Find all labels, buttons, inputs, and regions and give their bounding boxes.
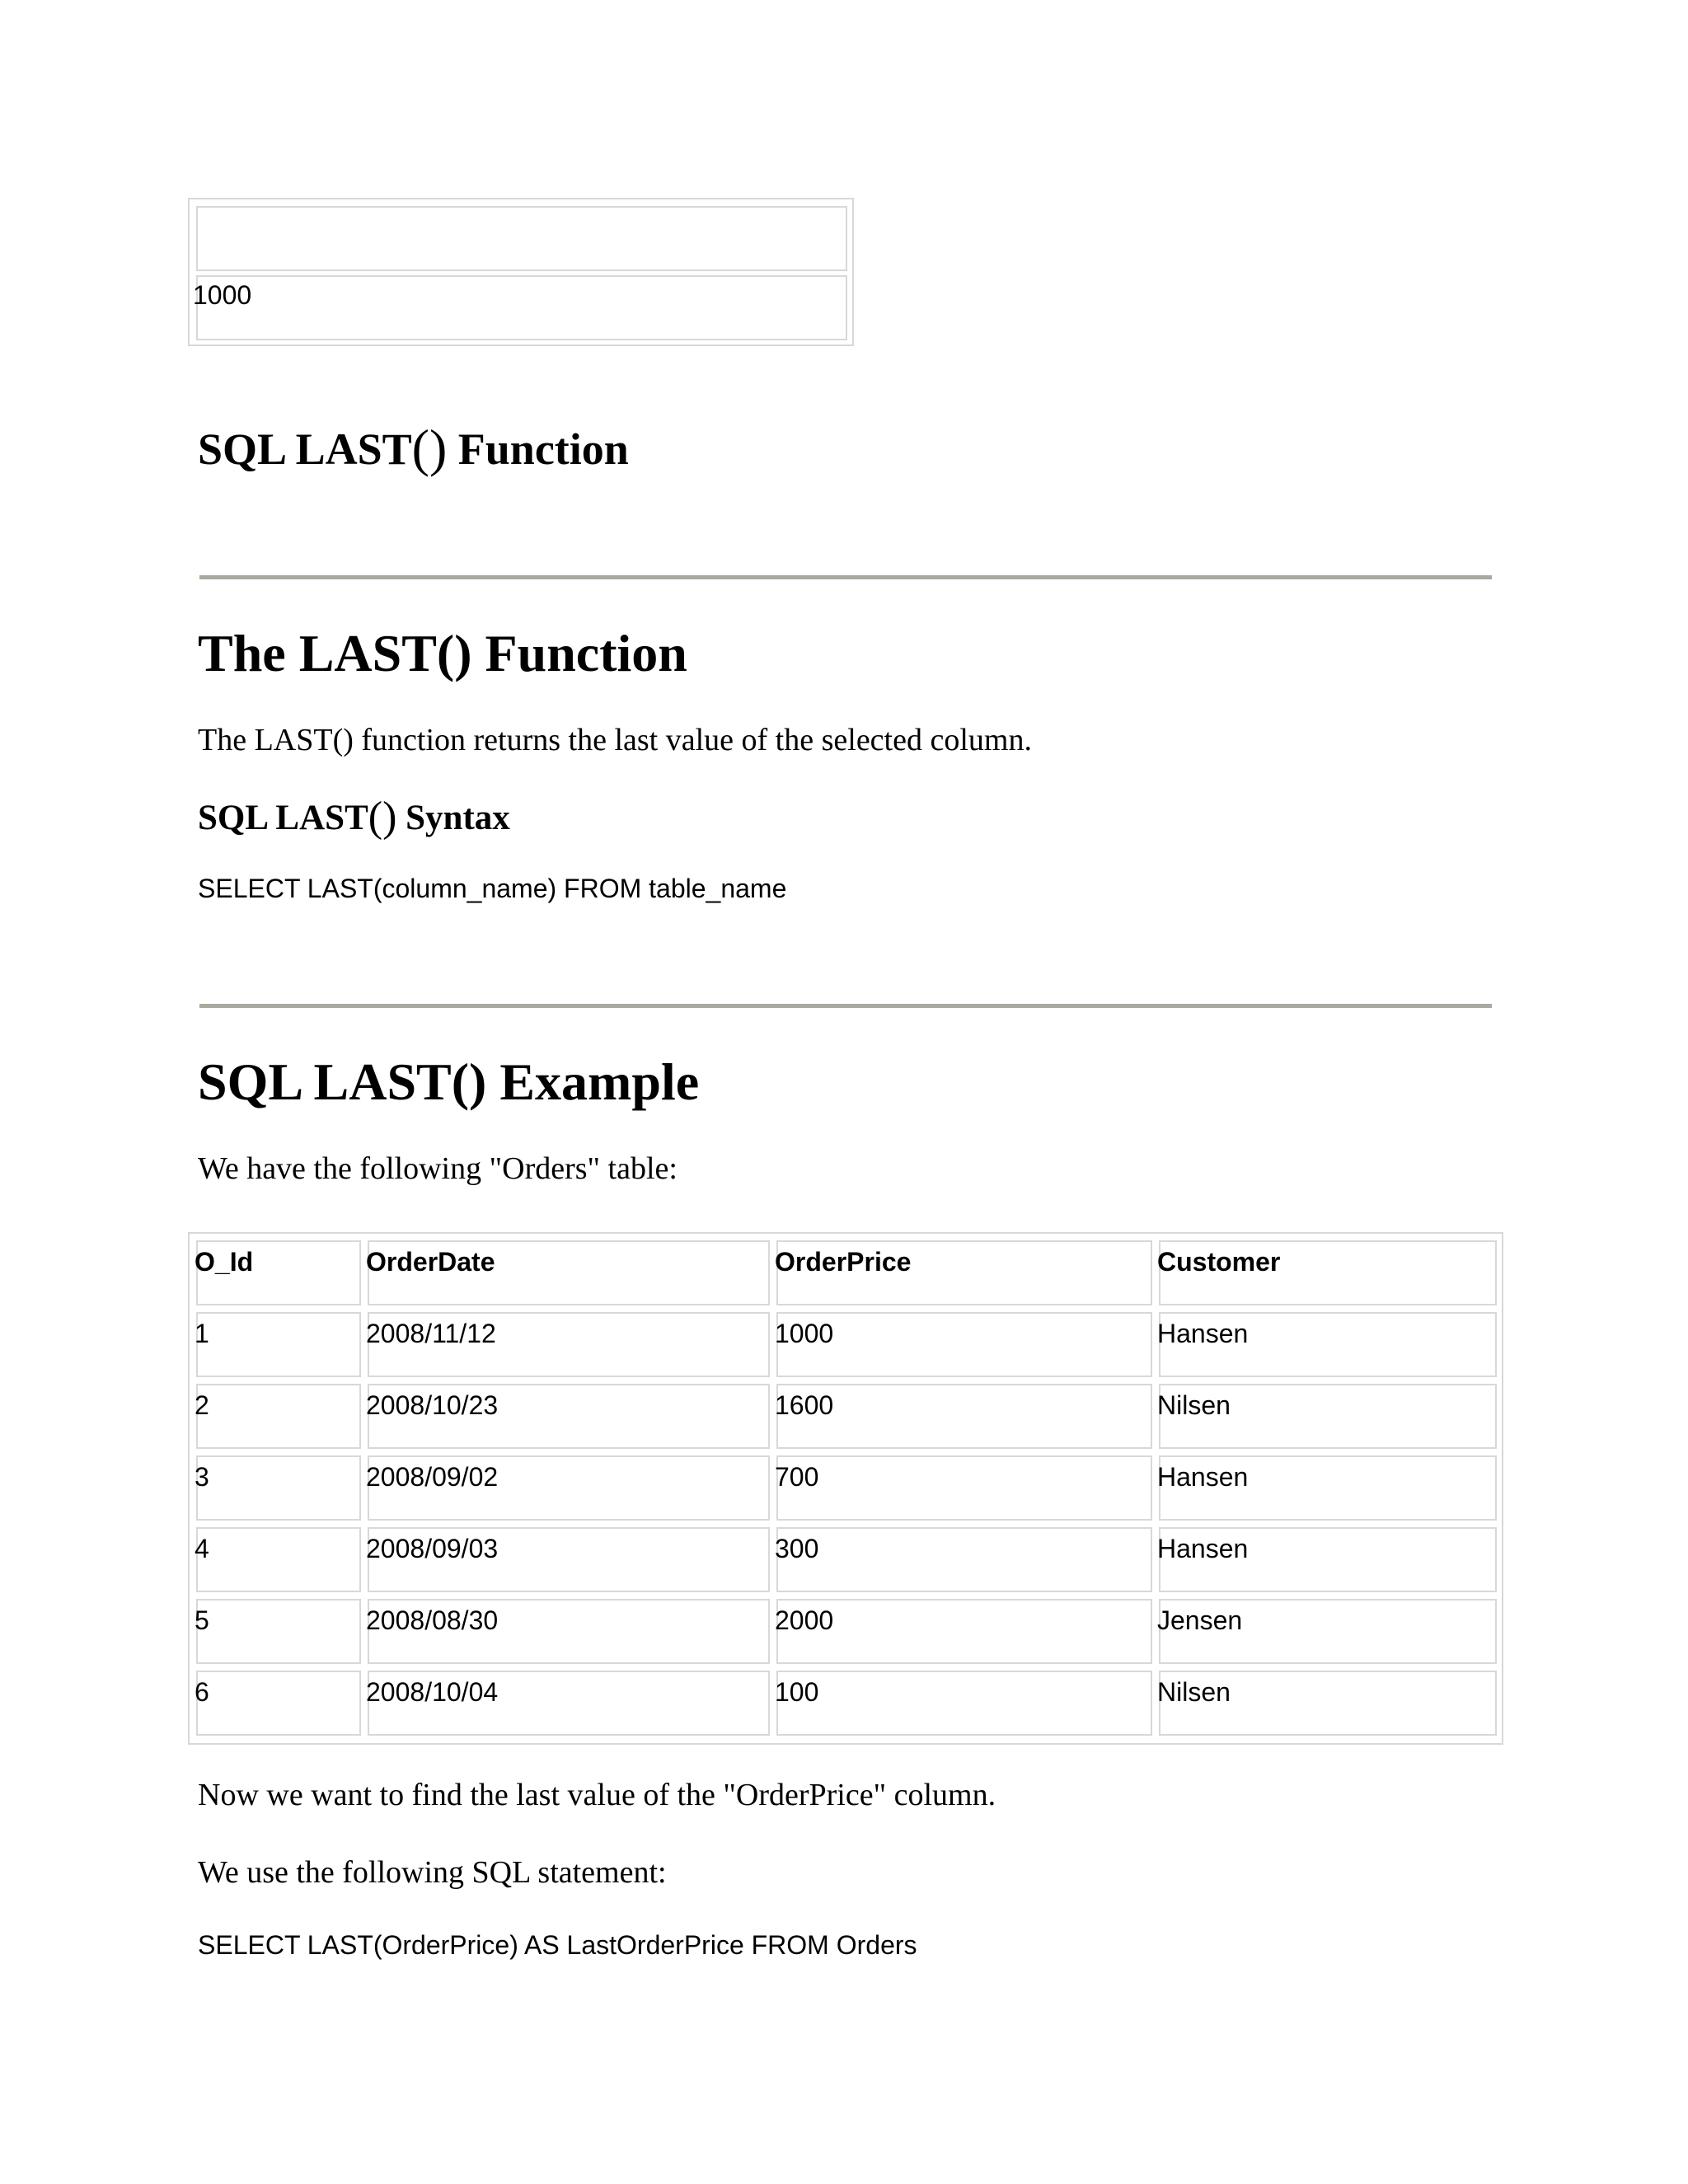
statement-intro: We use the following SQL statement: [198,1855,667,1890]
goal-text: Now we want to find the last value of the "OrderPrice" column. [198,1778,996,1812]
example-heading: SQL LAST() Example [198,1052,700,1111]
statement-code: SELECT LAST(OrderPrice) AS LastOrderPrice FROM Orders [198,1930,917,1960]
table-cell: 2008/08/30 [368,1599,770,1664]
table-cell: 2 [196,1384,361,1449]
result-cell-header [196,206,847,271]
table-cell: Hansen [1159,1527,1497,1592]
syntax-heading-prefix: SQL LAST [198,799,368,837]
section-title-prefix: SQL LAST [198,424,412,474]
table-cell: Hansen [1159,1455,1497,1521]
section-title-suffix: Function [447,424,629,474]
table-header-o-id: O_Id [196,1240,361,1305]
syntax-heading-suffix: Syntax [396,799,510,837]
table-cell: 300 [776,1527,1152,1592]
result-cell-value: 1000 [196,275,847,340]
table-cell: 2000 [776,1599,1152,1664]
divider-1 [199,575,1492,579]
orders-table [188,1232,1503,1745]
result-table [188,198,854,346]
table-cell: Nilsen [1159,1671,1497,1736]
table-cell: 1 [196,1312,361,1377]
table-cell: 2008/11/12 [368,1312,770,1377]
syntax-code: SELECT LAST(column_name) FROM table_name [198,874,787,903]
table-cell: 2008/09/03 [368,1527,770,1592]
section-title [198,416,629,477]
table-cell: 3 [196,1455,361,1521]
example-intro: We have the following "Orders" table: [198,1151,678,1186]
table-cell: 6 [196,1671,361,1736]
syntax-heading-parens: () [368,794,397,841]
table-cell: 1600 [776,1384,1152,1449]
syntax-heading [198,791,510,840]
table-cell: Hansen [1159,1312,1497,1377]
table-header-orderdate: OrderDate [368,1240,770,1305]
table-cell: 2008/10/04 [368,1671,770,1736]
function-heading: The LAST() Function [198,624,687,682]
table-cell: 2008/10/23 [368,1384,770,1449]
table-cell: Jensen [1159,1599,1497,1664]
table-cell: 5 [196,1599,361,1664]
table-header-orderprice: OrderPrice [776,1240,1152,1305]
section-title-parens: () [411,419,448,477]
table-cell: 1000 [776,1312,1152,1377]
table-cell: 4 [196,1527,361,1592]
table-header-customer: Customer [1159,1240,1497,1305]
description-text: The LAST() function returns the last value of the selected column. [198,723,1032,757]
table-cell: 2008/09/02 [368,1455,770,1521]
table-cell: 100 [776,1671,1152,1736]
table-cell: Nilsen [1159,1384,1497,1449]
table-cell: 700 [776,1455,1152,1521]
divider-2 [199,1004,1492,1008]
